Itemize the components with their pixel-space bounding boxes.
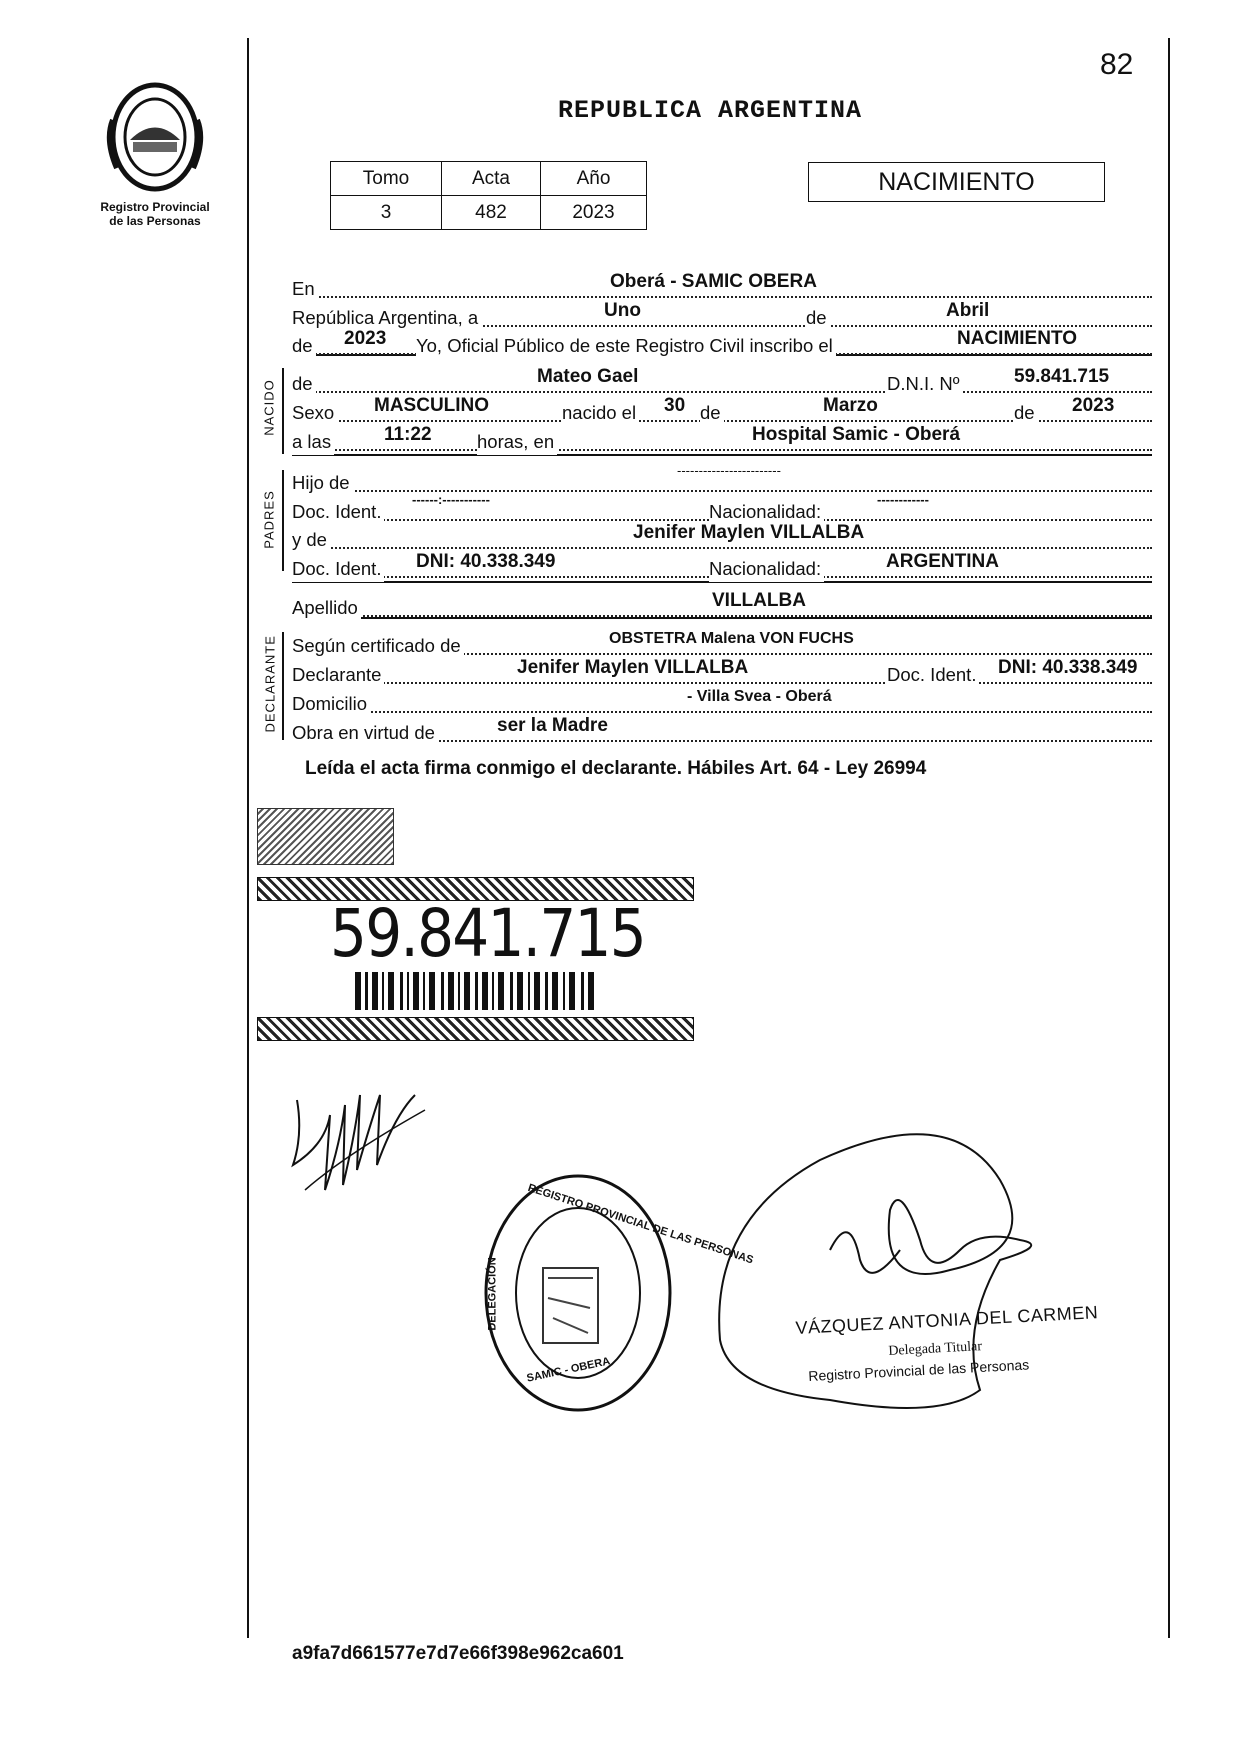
a-las-label: a las	[292, 429, 334, 455]
official-title: Delegada Titular	[888, 1339, 983, 1359]
footer-legal-text: Leída el acta firma conmigo el declarante. Hábiles Art. 64 - Ley 26994	[305, 758, 927, 779]
nacido-bracket	[282, 368, 284, 454]
acta-header: Acta	[442, 162, 541, 196]
row-obra	[292, 715, 1152, 746]
document-type-box: NACIMIENTO	[808, 162, 1105, 202]
acta-value: 482	[442, 196, 541, 230]
left-margin-rule	[247, 38, 249, 1638]
de2-label: de	[292, 333, 316, 359]
official-stamp	[478, 1168, 755, 1418]
stamp-text-bottom: SAMIC - OBERA	[525, 1355, 612, 1385]
hora-value: 11:22	[384, 424, 432, 445]
coat-of-arms-icon	[105, 80, 205, 195]
declarante-label: Declarante	[292, 662, 384, 688]
padres-bracket	[282, 470, 284, 571]
row-madre-doc	[292, 551, 1152, 582]
official-name: VÁZQUEZ ANTONIA DEL CARMEN	[795, 1302, 1099, 1338]
dni-sticker-number: 59.841.715	[330, 895, 645, 972]
barcode-icon	[355, 972, 595, 1010]
signature-official	[700, 1100, 1080, 1430]
en-value: Oberá - SAMIC OBERA	[610, 271, 817, 292]
padres-section-label: PADRES	[261, 490, 277, 549]
nacido-section-label: NACIDO	[261, 379, 277, 436]
logo-caption-line1: Registro Provincial	[100, 200, 210, 214]
certificado-label: Según certificado de	[292, 633, 464, 659]
oficial-text: Yo, Oficial Público de este Registro Civil inscribo el	[416, 333, 836, 359]
row-en	[292, 271, 1152, 302]
mes-value: Abril	[946, 300, 990, 321]
anio-inscripcion-value: 2023	[344, 328, 387, 349]
declarante-section-label: DECLARANTE	[262, 635, 278, 733]
nac-dia-value: 30	[664, 395, 686, 416]
decl-doc-value: DNI: 40.338.349	[998, 657, 1138, 678]
acto-value: NACIMIENTO	[957, 328, 1077, 349]
declarante-bracket	[282, 632, 284, 740]
right-margin-rule	[1168, 38, 1170, 1638]
logo-caption-line2: de las Personas	[109, 214, 201, 228]
tomo-value: 3	[331, 196, 442, 230]
tomo-header: Tomo	[331, 162, 442, 196]
security-band-bottom	[257, 1017, 694, 1041]
nac-mes-value: Marzo	[823, 395, 878, 416]
doc-ident2-label: Doc. Ident.	[292, 556, 384, 582]
apellido-value: VILLALBA	[712, 590, 806, 611]
en-label: En	[292, 276, 318, 302]
official-office: Registro Provincial de las Personas	[808, 1356, 1030, 1384]
stamp-text-top: REGISTRO PROVINCIAL DE LAS PERSONAS	[526, 1182, 755, 1267]
certificado-value: OBSTETRA Malena VON FUCHS	[609, 630, 854, 647]
nac-de2-label: de	[1014, 400, 1038, 426]
domicilio-label: Domicilio	[292, 691, 370, 717]
nacido-el-label: nacido el	[562, 400, 639, 426]
nac-de-label: de	[700, 400, 724, 426]
nacionalidad-label: Nacionalidad:	[709, 499, 824, 525]
sexo-label: Sexo	[292, 400, 337, 426]
madre-value: Jenifer Maylen VILLALBA	[633, 522, 865, 543]
sexo-value: MASCULINO	[374, 395, 490, 416]
row-oficial	[292, 328, 1152, 359]
declarante-value: Jenifer Maylen VILLALBA	[517, 657, 749, 678]
y-de-label: y de	[292, 527, 330, 553]
republica-label: República Argentina, a	[292, 305, 481, 331]
domicilio-value: - Villa Svea - Oberá	[687, 688, 832, 705]
dni-label: D.N.I. Nº	[887, 371, 963, 397]
nombre-value: Mateo Gael	[537, 366, 639, 387]
registry-table	[330, 161, 647, 230]
row-hora	[292, 424, 1152, 455]
province-logo	[85, 80, 225, 228]
row-apellido	[292, 590, 1152, 621]
stamp-text-left: DELEGACIÓN	[486, 1257, 499, 1331]
padre-nac-value: ------------	[877, 492, 929, 507]
doc-ident-label: Doc. Ident.	[292, 499, 384, 525]
de-label: de	[806, 305, 830, 331]
anio-value: 2023	[541, 196, 647, 230]
dni-value: 59.841.715	[1014, 366, 1110, 387]
nacionalidad2-label: Nacionalidad:	[709, 556, 824, 582]
madre-doc-value: DNI: 40.338.349	[416, 551, 556, 572]
obra-value: ser la Madre	[497, 715, 608, 736]
decl-doc-label: Doc. Ident.	[887, 662, 979, 688]
security-sticker	[257, 808, 394, 865]
apellido-label: Apellido	[292, 595, 361, 621]
de-nombre-label: de	[292, 371, 316, 397]
padre-doc-value: ------:-----------	[412, 492, 490, 507]
horas-en-label: horas, en	[477, 429, 557, 455]
anio-header: Año	[541, 162, 647, 196]
signature-declarante	[285, 1075, 435, 1200]
nac-anio-value: 2023	[1072, 395, 1115, 416]
padre-value: ------------------------	[677, 463, 781, 478]
lugar-value: Hospital Samic - Oberá	[752, 424, 961, 445]
dia-value: Uno	[604, 300, 641, 321]
madre-nac-value: ARGENTINA	[886, 551, 999, 572]
row-domicilio	[292, 688, 1152, 717]
page-number: 82	[1100, 48, 1134, 81]
country-title: REPUBLICA ARGENTINA	[557, 96, 863, 125]
hijo-de-label: Hijo de	[292, 470, 353, 496]
obra-label: Obra en virtud de	[292, 720, 438, 746]
document-hash: a9fa7d661577e7d7e66f398e962ca601	[292, 1643, 624, 1664]
